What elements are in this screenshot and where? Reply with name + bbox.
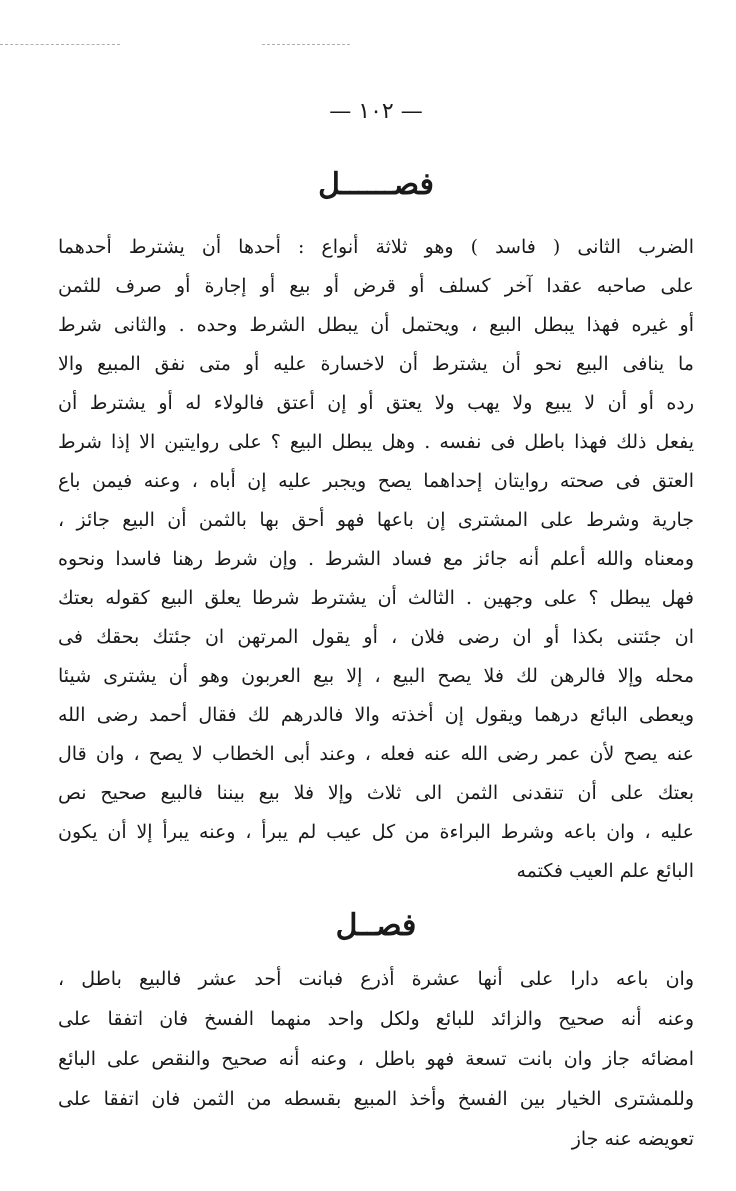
text-line: على صاحبه عقدا آخر كسلف أو قرض أو بيع أو إجارة أو صرف للثمن <box>58 275 694 297</box>
text-line: وللمشترى الخيار بين الفسخ وأخذ المبيع بقسطه من الثمن فان اتفقا على <box>58 1088 694 1110</box>
book-page <box>58 92 694 1159</box>
section-2-body <box>58 959 694 1159</box>
section-heading-2: فصــل <box>335 908 417 943</box>
text-line: البائع علم العيب فكتمه <box>516 860 694 882</box>
text-line: ويعطى البائع درهما ويقول إن أخذته والا فالدرهم لك فقال أحمد رضى الله <box>58 704 694 726</box>
text-line: وان باعه دارا على أنها عشرة أذرع فبانت أحد عشر فالبيع باطل ، <box>58 968 694 990</box>
top-rule-left <box>0 44 120 45</box>
page-number: — ١٠٢ — <box>329 99 423 124</box>
text-line: عنه يصح لأن عمر رضى الله عنه فعله ، وعند أبى الخطاب لا يصح ، وان قال <box>58 743 694 765</box>
text-line: بعتك على أن تنقدنى الثمن الى ثلاث وإلا فلا بيع بيننا فالبيع صحيح نص <box>58 782 694 804</box>
text-line: ما ينافى البيع نحو أن يشترط أن لاخسارة عليه أو متى نفق المبيع والا <box>58 353 694 375</box>
text-line: جارية وشرط على المشترى إن باعها فهو أحق بها بالثمن أن البيع جائز ، <box>58 509 694 531</box>
section-heading-1: فصــــــل <box>318 167 434 202</box>
text-line: تعويضه عنه جاز <box>571 1128 694 1150</box>
text-line: الضرب الثانى ( فاسد ) وهو ثلاثة أنواع : أحدها أن يشترط أحدهما <box>58 236 694 258</box>
top-rule-right <box>262 44 350 45</box>
text-line: العتق فى صحته روايتان إحداهما يصح ويجبر عليه إن أباه ، وعنه فيمن باع <box>58 470 694 492</box>
text-line: أو غيره فهذا يبطل البيع ، ويحتمل أن يبطل الشرط وحده . والثانى شرط <box>58 314 694 336</box>
text-line: رده أو أن لا يبيع ولا يهب ولا يعتق أو إن أعتق فالولاء له أو يشترط أن <box>58 392 694 414</box>
text-line: ان جئتنى بكذا أو ان رضى فلان ، أو يقول المرتهن ان جئتك بحقك فى <box>58 626 694 648</box>
text-line: امضائه جاز وان بانت تسعة فهو باطل ، وعنه أنه صحيح والنقص على البائع <box>58 1048 694 1070</box>
section-1-body <box>58 228 694 891</box>
text-line: يفعل ذلك فهذا باطل فى نفسه . وهل يبطل البيع ؟ على روايتين الا إذا شرط <box>58 431 694 453</box>
text-line: عليه ، وان باعه وشرط البراءة من كل عيب لم يبرأ ، وعنه يبرأ إلا أن يكون <box>58 821 694 843</box>
text-line: فهل يبطل ؟ على وجهين . الثالث أن يشترط شرطا يعلق البيع كقوله بعتك <box>58 587 694 609</box>
text-line: ومعناه والله أعلم أنه جائز مع فساد الشرط . وإن شرط رهنا فاسدا ونحوه <box>58 548 694 570</box>
text-line: وعنه أنه صحيح والزائد للبائع ولكل واحد منهما الفسخ فان اتفقا على <box>58 1008 694 1030</box>
text-line: محله وإلا فالرهن لك فلا يصح البيع ، إلا بيع العربون وهو أن يشترى شيئا <box>58 665 694 687</box>
